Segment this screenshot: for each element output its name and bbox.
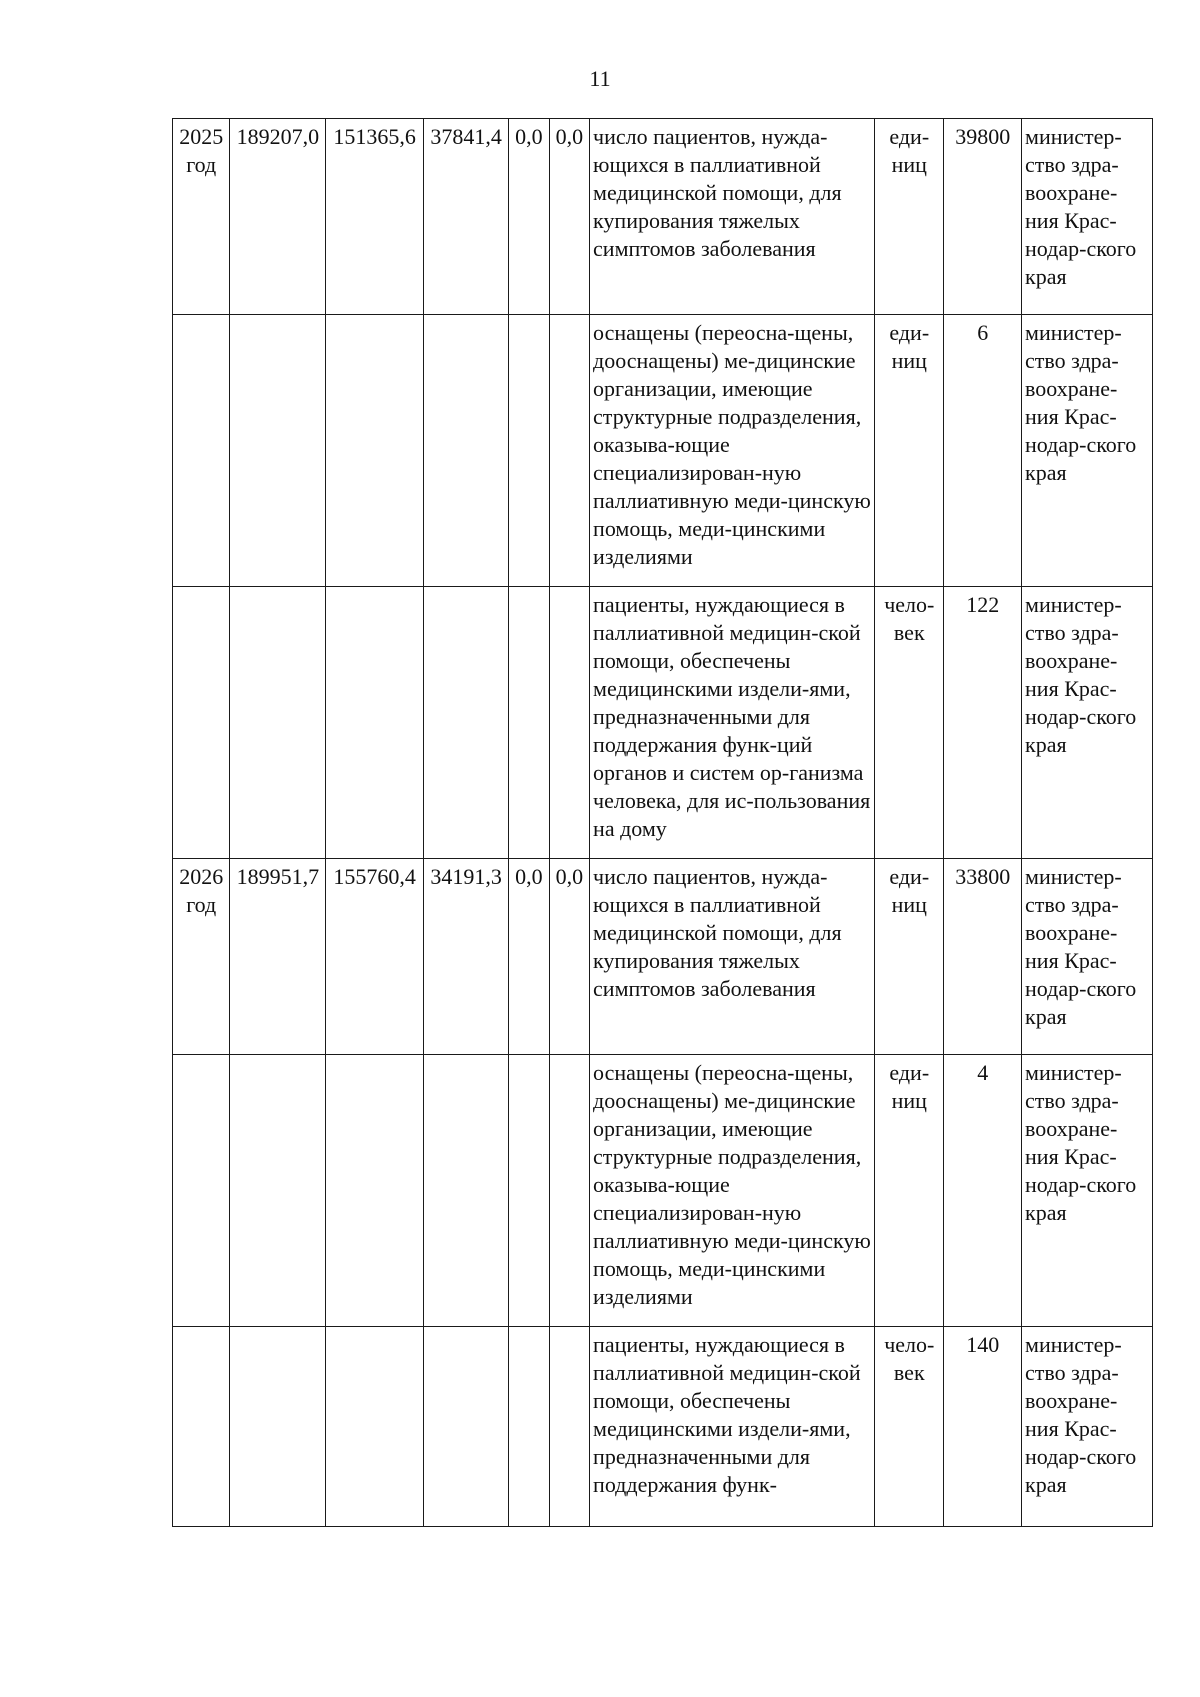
table-row (173, 119, 1153, 315)
indicator-value: 33800 (944, 859, 1022, 1055)
indicator-value: 6 (944, 315, 1022, 587)
program-table (172, 118, 1153, 1527)
indicator-unit: еди-ниц (875, 859, 944, 1055)
indicator-unit: еди-ниц (875, 315, 944, 587)
indicator-value: 4 (944, 1055, 1022, 1327)
indicator-description: пациенты, нуждающиеся в паллиативной медицин-ской помощи, обеспечены медицинскими издели-ями, предназначенными для поддержания функ-ций органов и систем ор-ганизма человека, для ис-пользования на дому (590, 587, 875, 859)
local-cell: 0,0 (509, 119, 549, 315)
responsible-body: министер-ство здра-воохране-ния Крас-нодар-ского края (1022, 1055, 1153, 1327)
federal-cell: 155760,4 (326, 859, 424, 1055)
regional-cell: 37841,4 (424, 119, 509, 315)
responsible-body: министер-ство здра-воохране-ния Крас-нодар-ского края (1022, 119, 1153, 315)
table-row (173, 859, 1153, 1055)
indicator-unit: еди-ниц (875, 119, 944, 315)
indicator-unit: чело-век (875, 1327, 944, 1527)
table-row (173, 315, 1153, 587)
page-number: 11 (589, 66, 611, 91)
table-row (173, 1327, 1153, 1527)
responsible-body: министер-ство здра-воохране-ния Крас-нодар-ского края (1022, 315, 1153, 587)
indicator-value: 140 (944, 1327, 1022, 1527)
indicator-description: оснащены (переосна-щены, дооснащены) ме-дицинские организации, имеющие структурные подразделения, оказыва-ющие специализирован-ную паллиативную меди-цинскую помощь, меди-цинскими изделиями (590, 1055, 875, 1327)
federal-cell: 151365,6 (326, 119, 424, 315)
table-row (173, 1055, 1153, 1327)
year-cell: 2026 год (173, 859, 230, 1055)
year-cell: 2025 год (173, 119, 230, 315)
extra-cell: 0,0 (549, 859, 589, 1055)
indicator-description: пациенты, нуждающиеся в паллиативной медицин-ской помощи, обеспечены медицинскими издели-ями, предназначенными для поддержания функ- (590, 1327, 875, 1527)
indicator-value: 39800 (944, 119, 1022, 315)
indicator-value: 122 (944, 587, 1022, 859)
local-cell: 0,0 (509, 859, 549, 1055)
indicator-description: число пациентов, нужда-ющихся в паллиативной медицинской помощи, для купирования тяжелых симптомов заболевания (590, 859, 875, 1055)
indicator-description: оснащены (переосна-щены, дооснащены) ме-дицинские организации, имеющие структурные подразделения, оказыва-ющие специализирован-ную паллиативную меди-цинскую помощь, меди-цинскими изделиями (590, 315, 875, 587)
responsible-body: министер-ство здра-воохране-ния Крас-нодар-ского края (1022, 1327, 1153, 1527)
responsible-body: министер-ство здра-воохране-ния Крас-нодар-ского края (1022, 587, 1153, 859)
table-row (173, 587, 1153, 859)
indicator-description: число пациентов, нужда-ющихся в паллиативной медицинской помощи, для купирования тяжелых симптомов заболевания (590, 119, 875, 315)
extra-cell: 0,0 (549, 119, 589, 315)
regional-cell: 34191,3 (424, 859, 509, 1055)
indicator-unit: чело-век (875, 587, 944, 859)
total-cell: 189207,0 (230, 119, 326, 315)
total-cell: 189951,7 (230, 859, 326, 1055)
indicator-unit: еди-ниц (875, 1055, 944, 1327)
responsible-body: министер-ство здра-воохране-ния Крас-нодар-ского края (1022, 859, 1153, 1055)
